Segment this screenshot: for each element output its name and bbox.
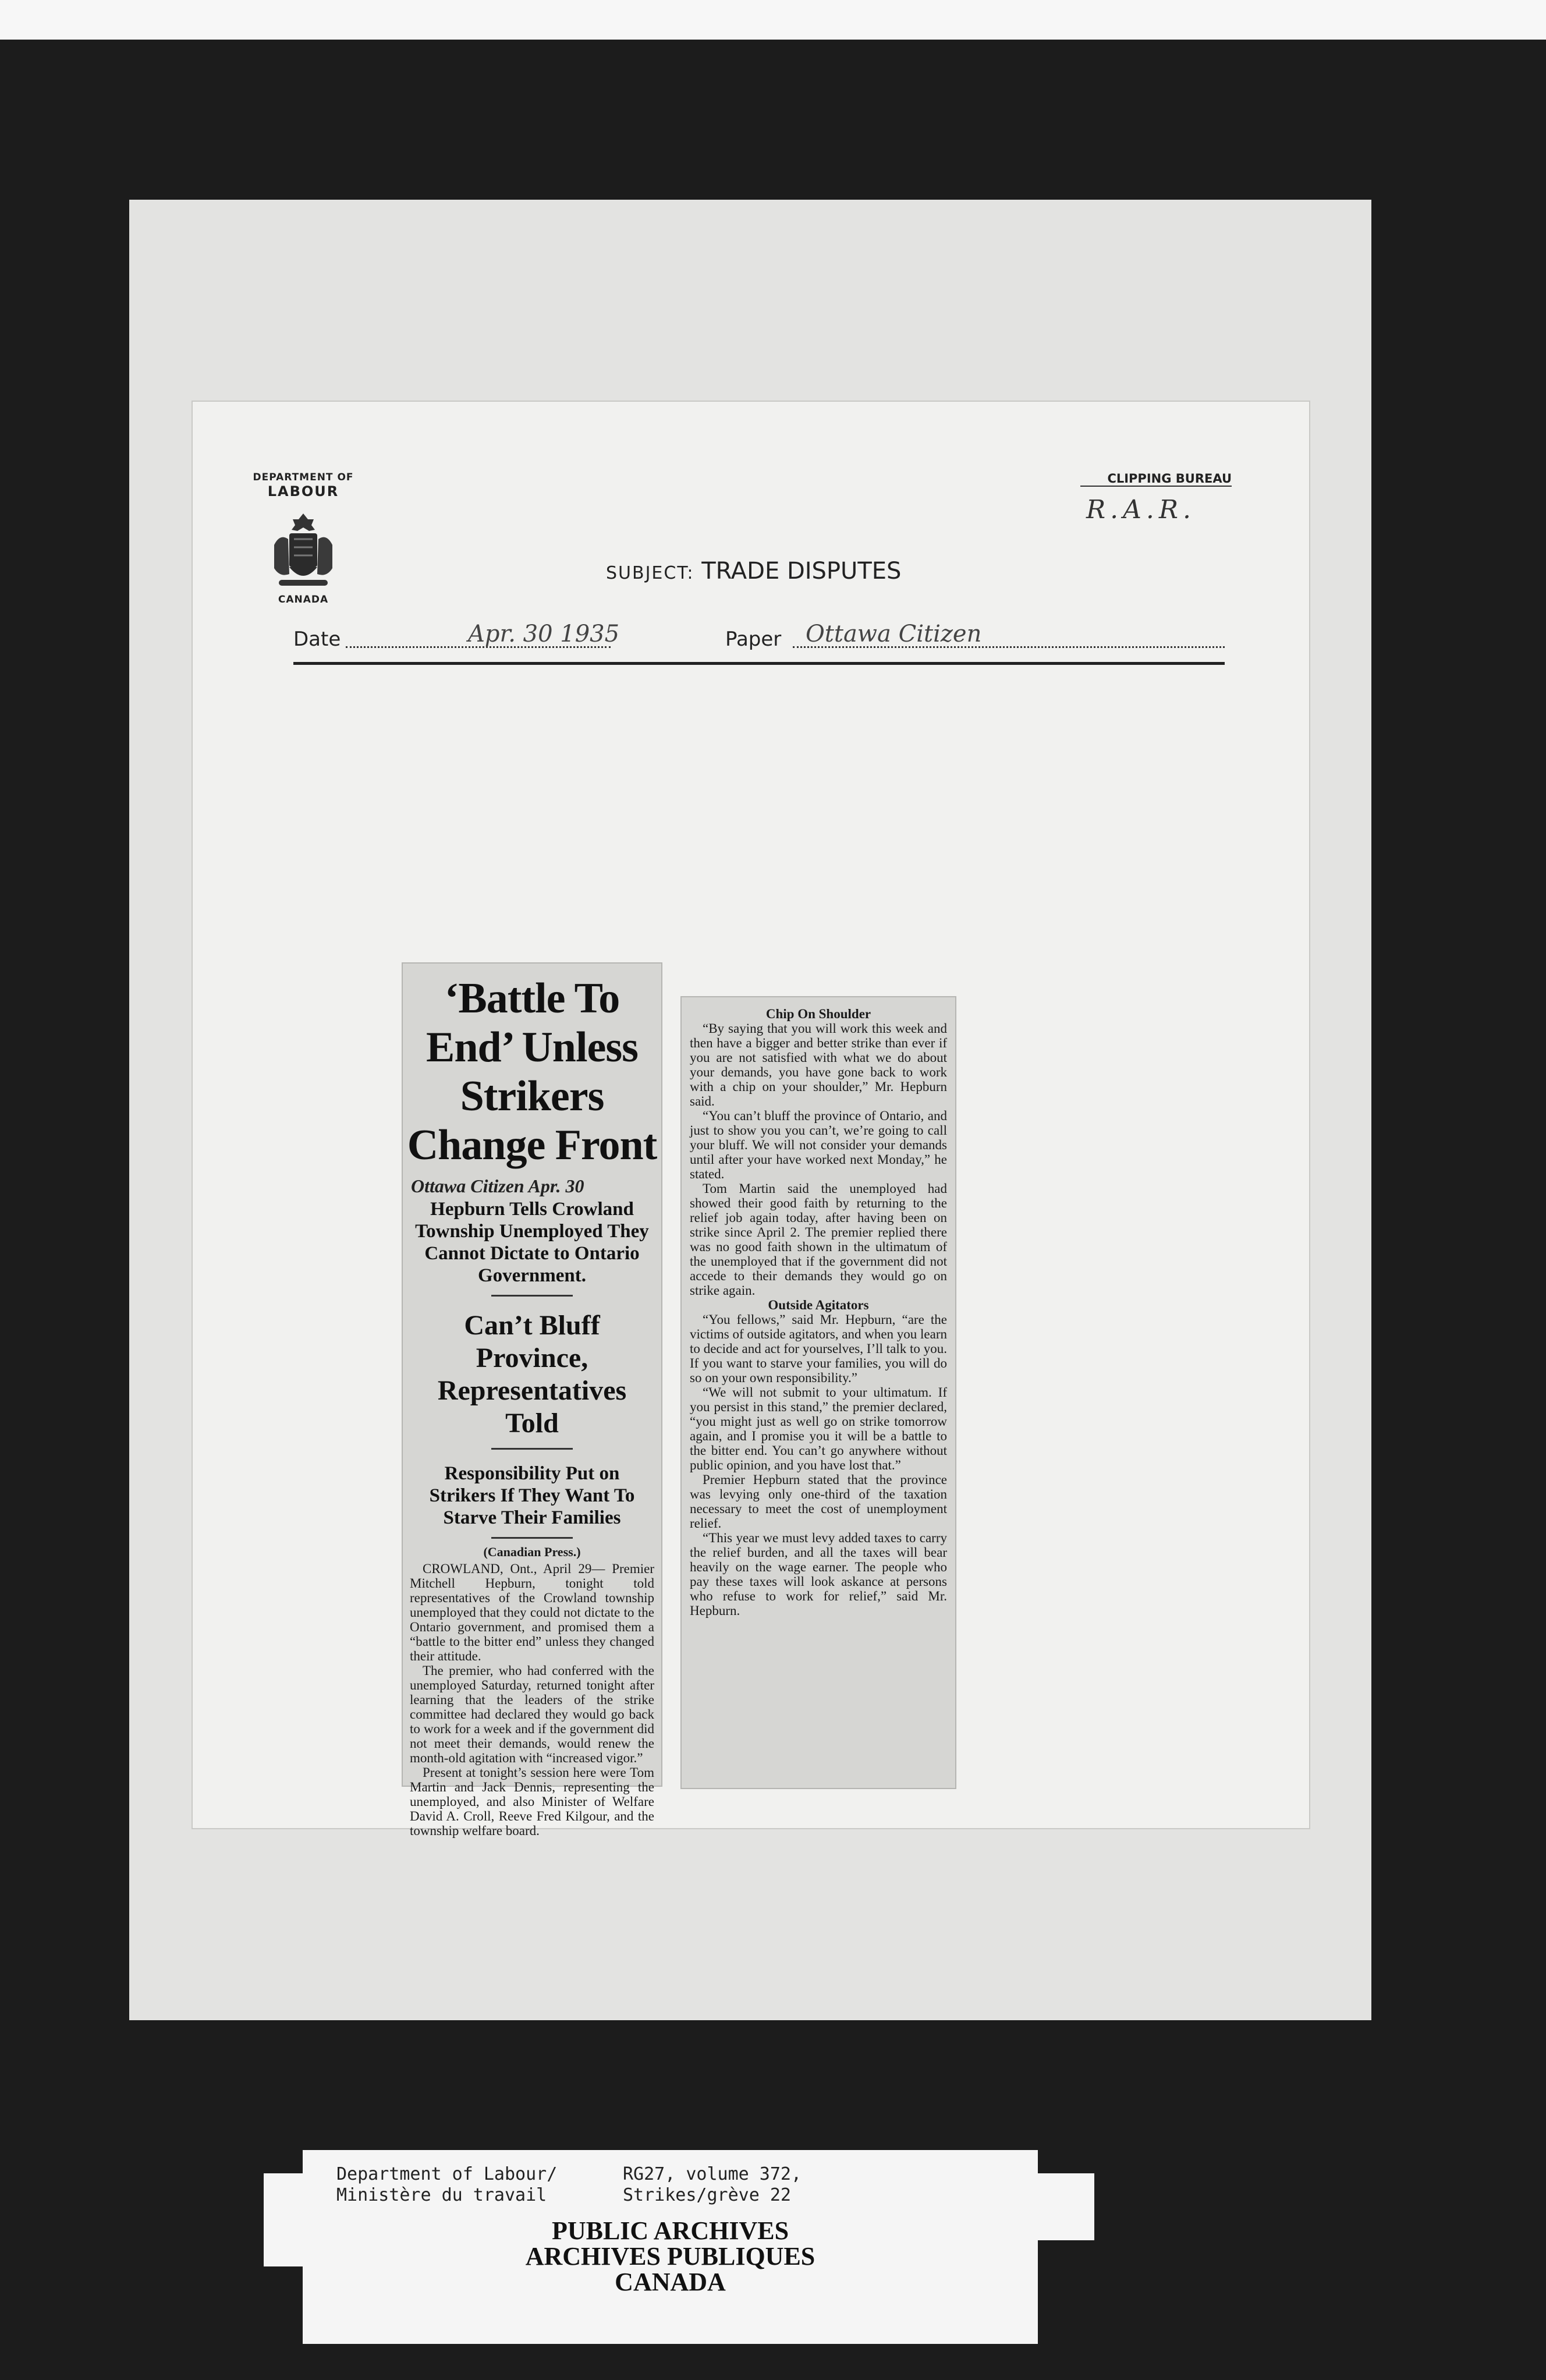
divider <box>491 1448 573 1450</box>
clipping-column-1 <box>402 962 662 1838</box>
date-paper-row <box>293 622 1225 657</box>
headline: ‘Battle To End’ Unless Strikers Change Front <box>407 975 657 1169</box>
handwritten-note: Ottawa Citizen Apr. 30 <box>411 1175 584 1196</box>
clipping-column-2 <box>680 996 956 1789</box>
paragraph: CROWLAND, Ont., April 29— Premier Mitchell Hepburn, tonight told representatives of the Crowland township unemployed that they could not dictate to the Ontario government, and promised them a “battle to the bitter end” unless they changed their attitude. <box>410 1561 654 1663</box>
subject-line <box>606 558 901 585</box>
paper-label: Paper <box>725 628 782 651</box>
stamp-line3: CANADA <box>615 2268 726 2296</box>
clipping-bureau-label: CLIPPING BUREAU <box>1080 472 1232 487</box>
section-head: Outside Agitators <box>768 1298 869 1312</box>
paragraph: The premier, who had conferred with the unemployed Saturday, returned tonight after learning that the leaders of the strike committee had declared they would go back to work for a week and if the government did not meet their demands, would renew the month-old agitation with “increased vigor.” <box>410 1663 654 1765</box>
subject-label: SUBJECT: <box>606 563 694 583</box>
paragraph: Tom Martin said the unemployed had showed their good faith by returning to the relief job again today, after having been on strike since April 2. The premier replied there was no good faith shown in the ultimatum of the unemployed that if the government did not accede to their demands they would go on strike again. <box>690 1181 947 1298</box>
ref-line2: Strikes/grève 22 <box>623 2185 791 2205</box>
paragraph: Present at tonight’s session here were Tom Martin and Jack Dennis, representing the unemployed, and also Minister of Welfare David A. Croll, Reeve Fred Kilgour, and the township welfare board. <box>410 1765 654 1838</box>
section-head: Chip On Shoulder <box>765 1007 871 1021</box>
film-top-strip <box>0 0 1546 40</box>
paragraph: “You can’t bluff the province of Ontario, and just to show you you can’t, we’re going to call your bluff. We will not consider your demands until after your have worked next Monday,” he stated. <box>690 1108 947 1181</box>
dept-fr: Ministère du travail <box>336 2185 547 2205</box>
stamp-line1: PUBLIC ARCHIVES <box>551 2216 789 2245</box>
subhead-3: Responsibility Put on Strikers If They Want To Starve Their Families <box>429 1463 635 1528</box>
dept-line3: CANADA <box>278 594 329 605</box>
archive-page <box>129 200 1371 2020</box>
paragraph: “You fellows,” said Mr. Hepburn, “are the victims of outside agitators, and when you learn to decide and act for yourselves, I’ll talk to you. If you want to starve your families, you will do so on your own responsibility.” <box>690 1312 948 1385</box>
department-heading <box>236 472 370 605</box>
archive-reference-label <box>303 2150 1038 2210</box>
public-archives-stamp <box>303 2218 1038 2295</box>
label-department <box>336 2164 557 2206</box>
paragraph: Premier Hepburn stated that the province was levying only one-third of the taxation necessary to meet the cost of unemployment relief. <box>690 1472 947 1531</box>
stamp-line2: ARCHIVES PUBLIQUES <box>525 2242 815 2271</box>
subhead-2: Can’t Bluff Province, Representatives Told <box>437 1310 627 1439</box>
article-body-2 <box>690 1007 947 1618</box>
date-label: Date <box>293 628 341 651</box>
coat-of-arms-icon <box>268 510 338 592</box>
subject-value: TRADE DISPUTES <box>701 558 902 585</box>
article-body-1 <box>410 1561 654 1838</box>
dept-line2: LABOUR <box>267 483 339 500</box>
ref-line1: RG27, volume 372, <box>623 2164 802 2184</box>
paragraph: “By saying that you will work this week and then have a bigger and better strike than ever if you are not satisfied with what we do about your demands, you have gone back to work with a chip on your shoulder,” Mr. Hepburn said. <box>690 1021 947 1108</box>
divider <box>491 1295 573 1297</box>
label-tab-right <box>1036 2173 1094 2240</box>
divider <box>491 1537 573 1539</box>
clipping-initials: R.A.R. <box>1086 495 1196 525</box>
label-tab-left <box>264 2173 304 2266</box>
paragraph: “This year we must levy added taxes to carry the relief burden, and all the taxes will bear heavily on the wage earner. The people who pay these taxes will look askance at persons who refuse to work for relief,” said Mr. Hepburn. <box>690 1531 947 1618</box>
subhead-1: Hepburn Tells Crowland Township Unemployed They Cannot Dictate to Ontario Government. <box>415 1199 649 1286</box>
dept-en: Department of Labour/ <box>336 2164 558 2184</box>
paragraph: “We will not submit to your ultimatum. If you persist in this stand,” the premier declared, “you might just as well go on strike tomorrow again, and I promise you it will be a battle to the bitter end. You can’t go anywhere without public opinion, and you have lost that.” <box>690 1385 947 1472</box>
label-reference <box>623 2164 802 2206</box>
paper-value: Ottawa Citizen <box>806 621 982 647</box>
header-rule <box>293 662 1225 665</box>
dept-line1: DEPARTMENT OF <box>253 472 354 483</box>
press-credit: (Canadian Press.) <box>483 1545 581 1559</box>
date-value: Apr. 30 1935 <box>468 621 620 647</box>
